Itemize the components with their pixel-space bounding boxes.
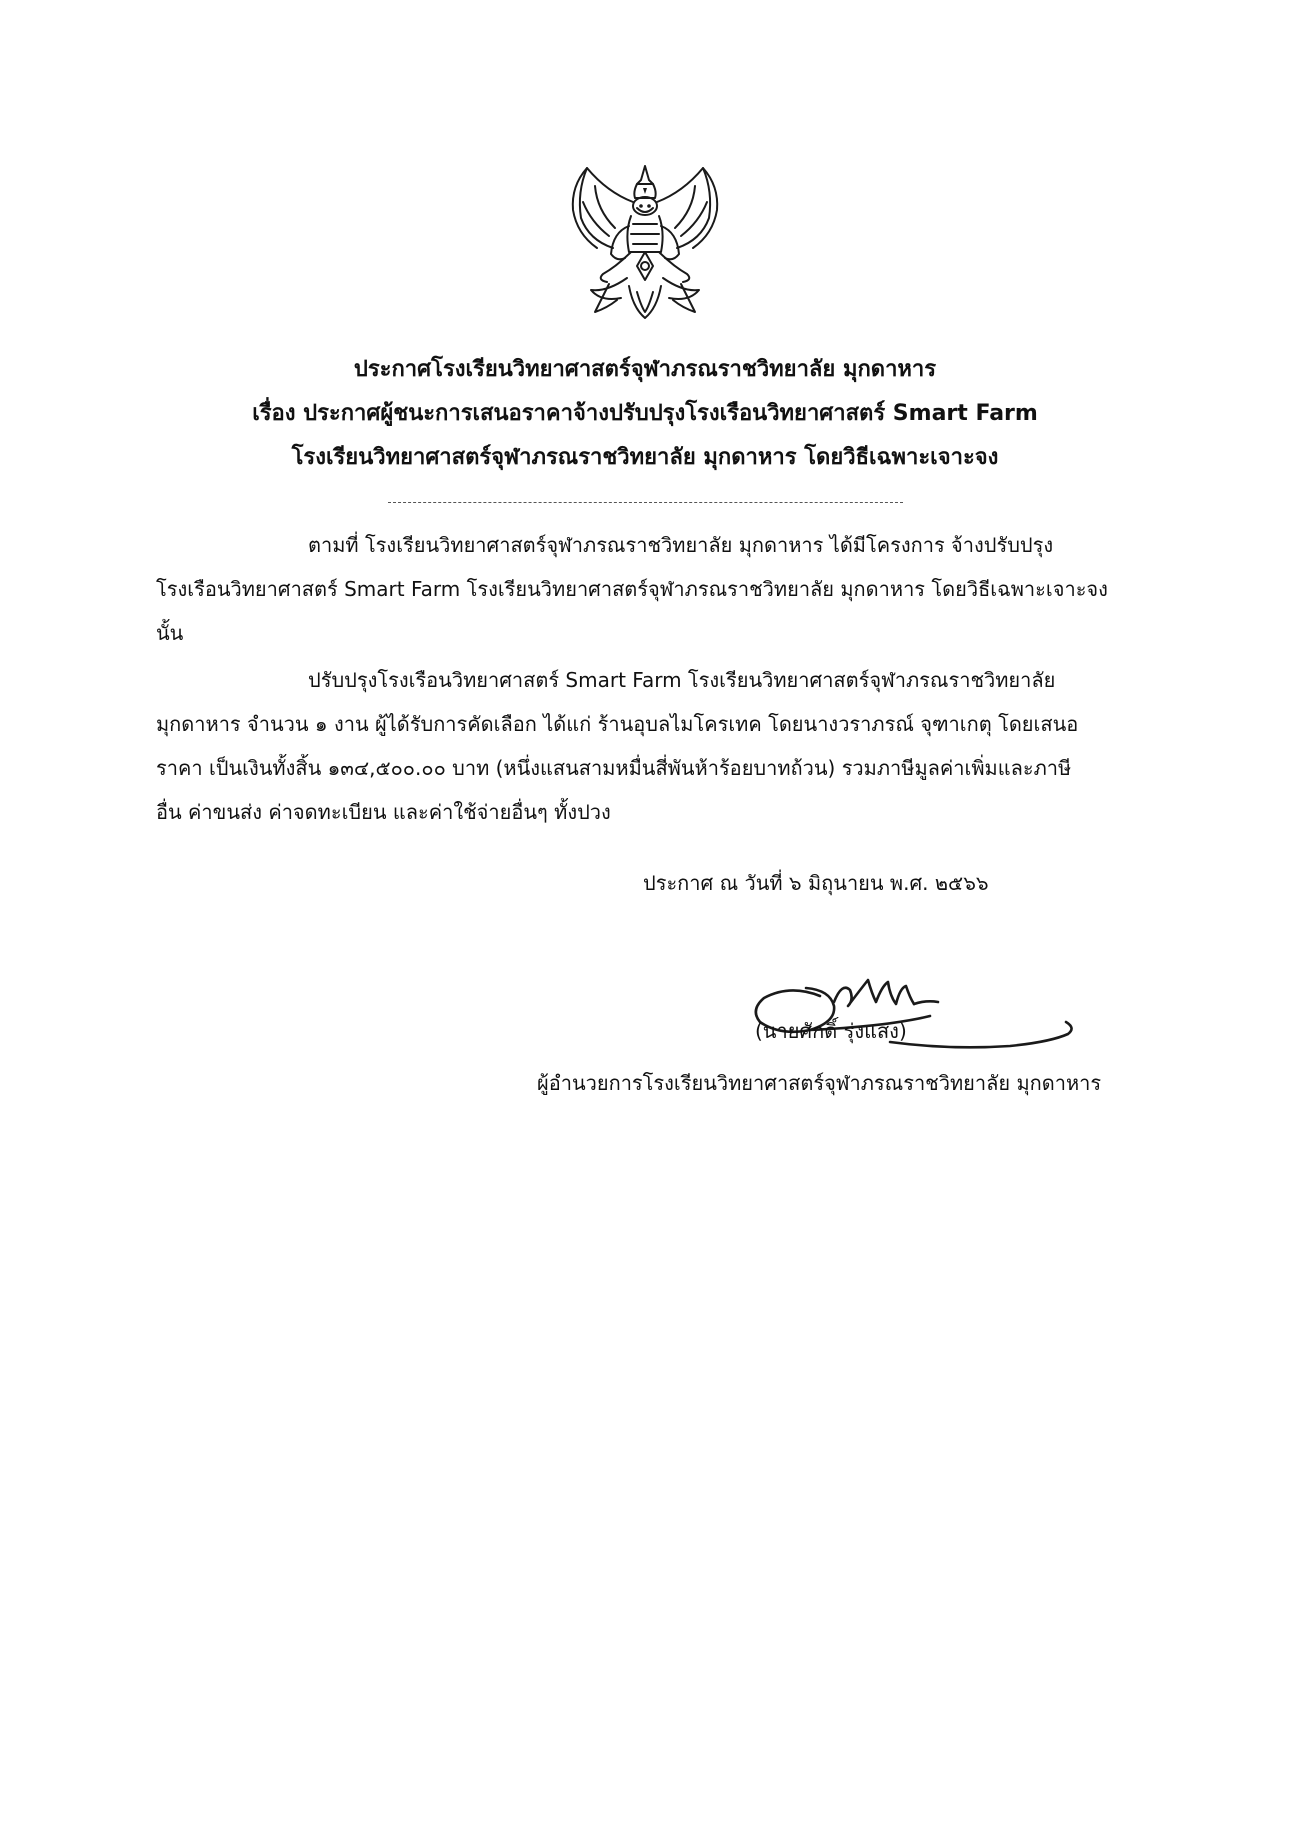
paragraph-line: มุกดาหาร จำนวน ๑ งาน ผู้ได้รับการคัดเลือก ได้แก่ ร้านอุบลไมโครเทค โดยนางวราภรณ์ จุฑาเกตุ โดยเสนอ (156, 712, 1079, 736)
header-subject-continued: โรงเรียนวิทยาศาสตร์จุฬาภรณราชวิทยาลัย มุกดาหาร โดยวิธีเฉพาะเจาะจง (291, 445, 999, 470)
signer-title: ผู้อำนวยการโรงเรียนวิทยาศาสตร์จุฬาภรณราชวิทยาลัย มุกดาหาร (537, 1071, 1102, 1095)
paragraph-line: นั้น (156, 621, 184, 645)
header-divider (388, 502, 903, 503)
paragraph-award (156, 658, 1078, 834)
garuda-emblem-icon (567, 162, 723, 322)
paragraph-line: ตามที่ โรงเรียนวิทยาศาสตร์จุฬาภรณราชวิทยาลัย มุกดาหาร ได้มีโครงการ จ้างปรับปรุง (308, 533, 1054, 557)
signer-name: (นายศักดิ์ รุ่งแสง) (755, 1019, 907, 1043)
paragraph-line: ปรับปรุงโรงเรือนวิทยาศาสตร์ Smart Farm โรงเรียนวิทยาศาสตร์จุฬาภรณราชวิทยาลัย (308, 668, 1056, 692)
paragraph-line: โรงเรือนวิทยาศาสตร์ Smart Farm โรงเรียนวิทยาศาสตร์จุฬาภรณราชวิทยาลัย มุกดาหาร โดยวิธีเฉพาะเจาะจง (156, 577, 1108, 601)
document-header (150, 348, 1140, 480)
header-title: ประกาศโรงเรียนวิทยาศาสตร์จุฬาภรณราชวิทยาลัย มุกดาหาร (353, 357, 937, 382)
announcement-date: ประกาศ ณ วันที่ ๖ มิถุนายน พ.ศ. ๒๕๖๖ (643, 871, 989, 895)
paragraph-line: อื่น ค่าขนส่ง ค่าจดทะเบียน และค่าใช้จ่ายอื่นๆ ทั้งปวง (156, 800, 611, 824)
header-subject: เรื่อง ประกาศผู้ชนะการเสนอราคาจ้างปรับปรุงโรงเรือนวิทยาศาสตร์ Smart Farm (252, 401, 1038, 426)
paragraph-intro (156, 523, 1108, 655)
paragraph-line: ราคา เป็นเงินทั้งสิ้น ๑๓๔,๕๐๐.๐๐ บาท (หนึ่งแสนสามหมื่นสี่พันห้าร้อยบาทถ้วน) รวมภาษีมูลค่าเพิ่มและภาษี (156, 756, 1072, 780)
